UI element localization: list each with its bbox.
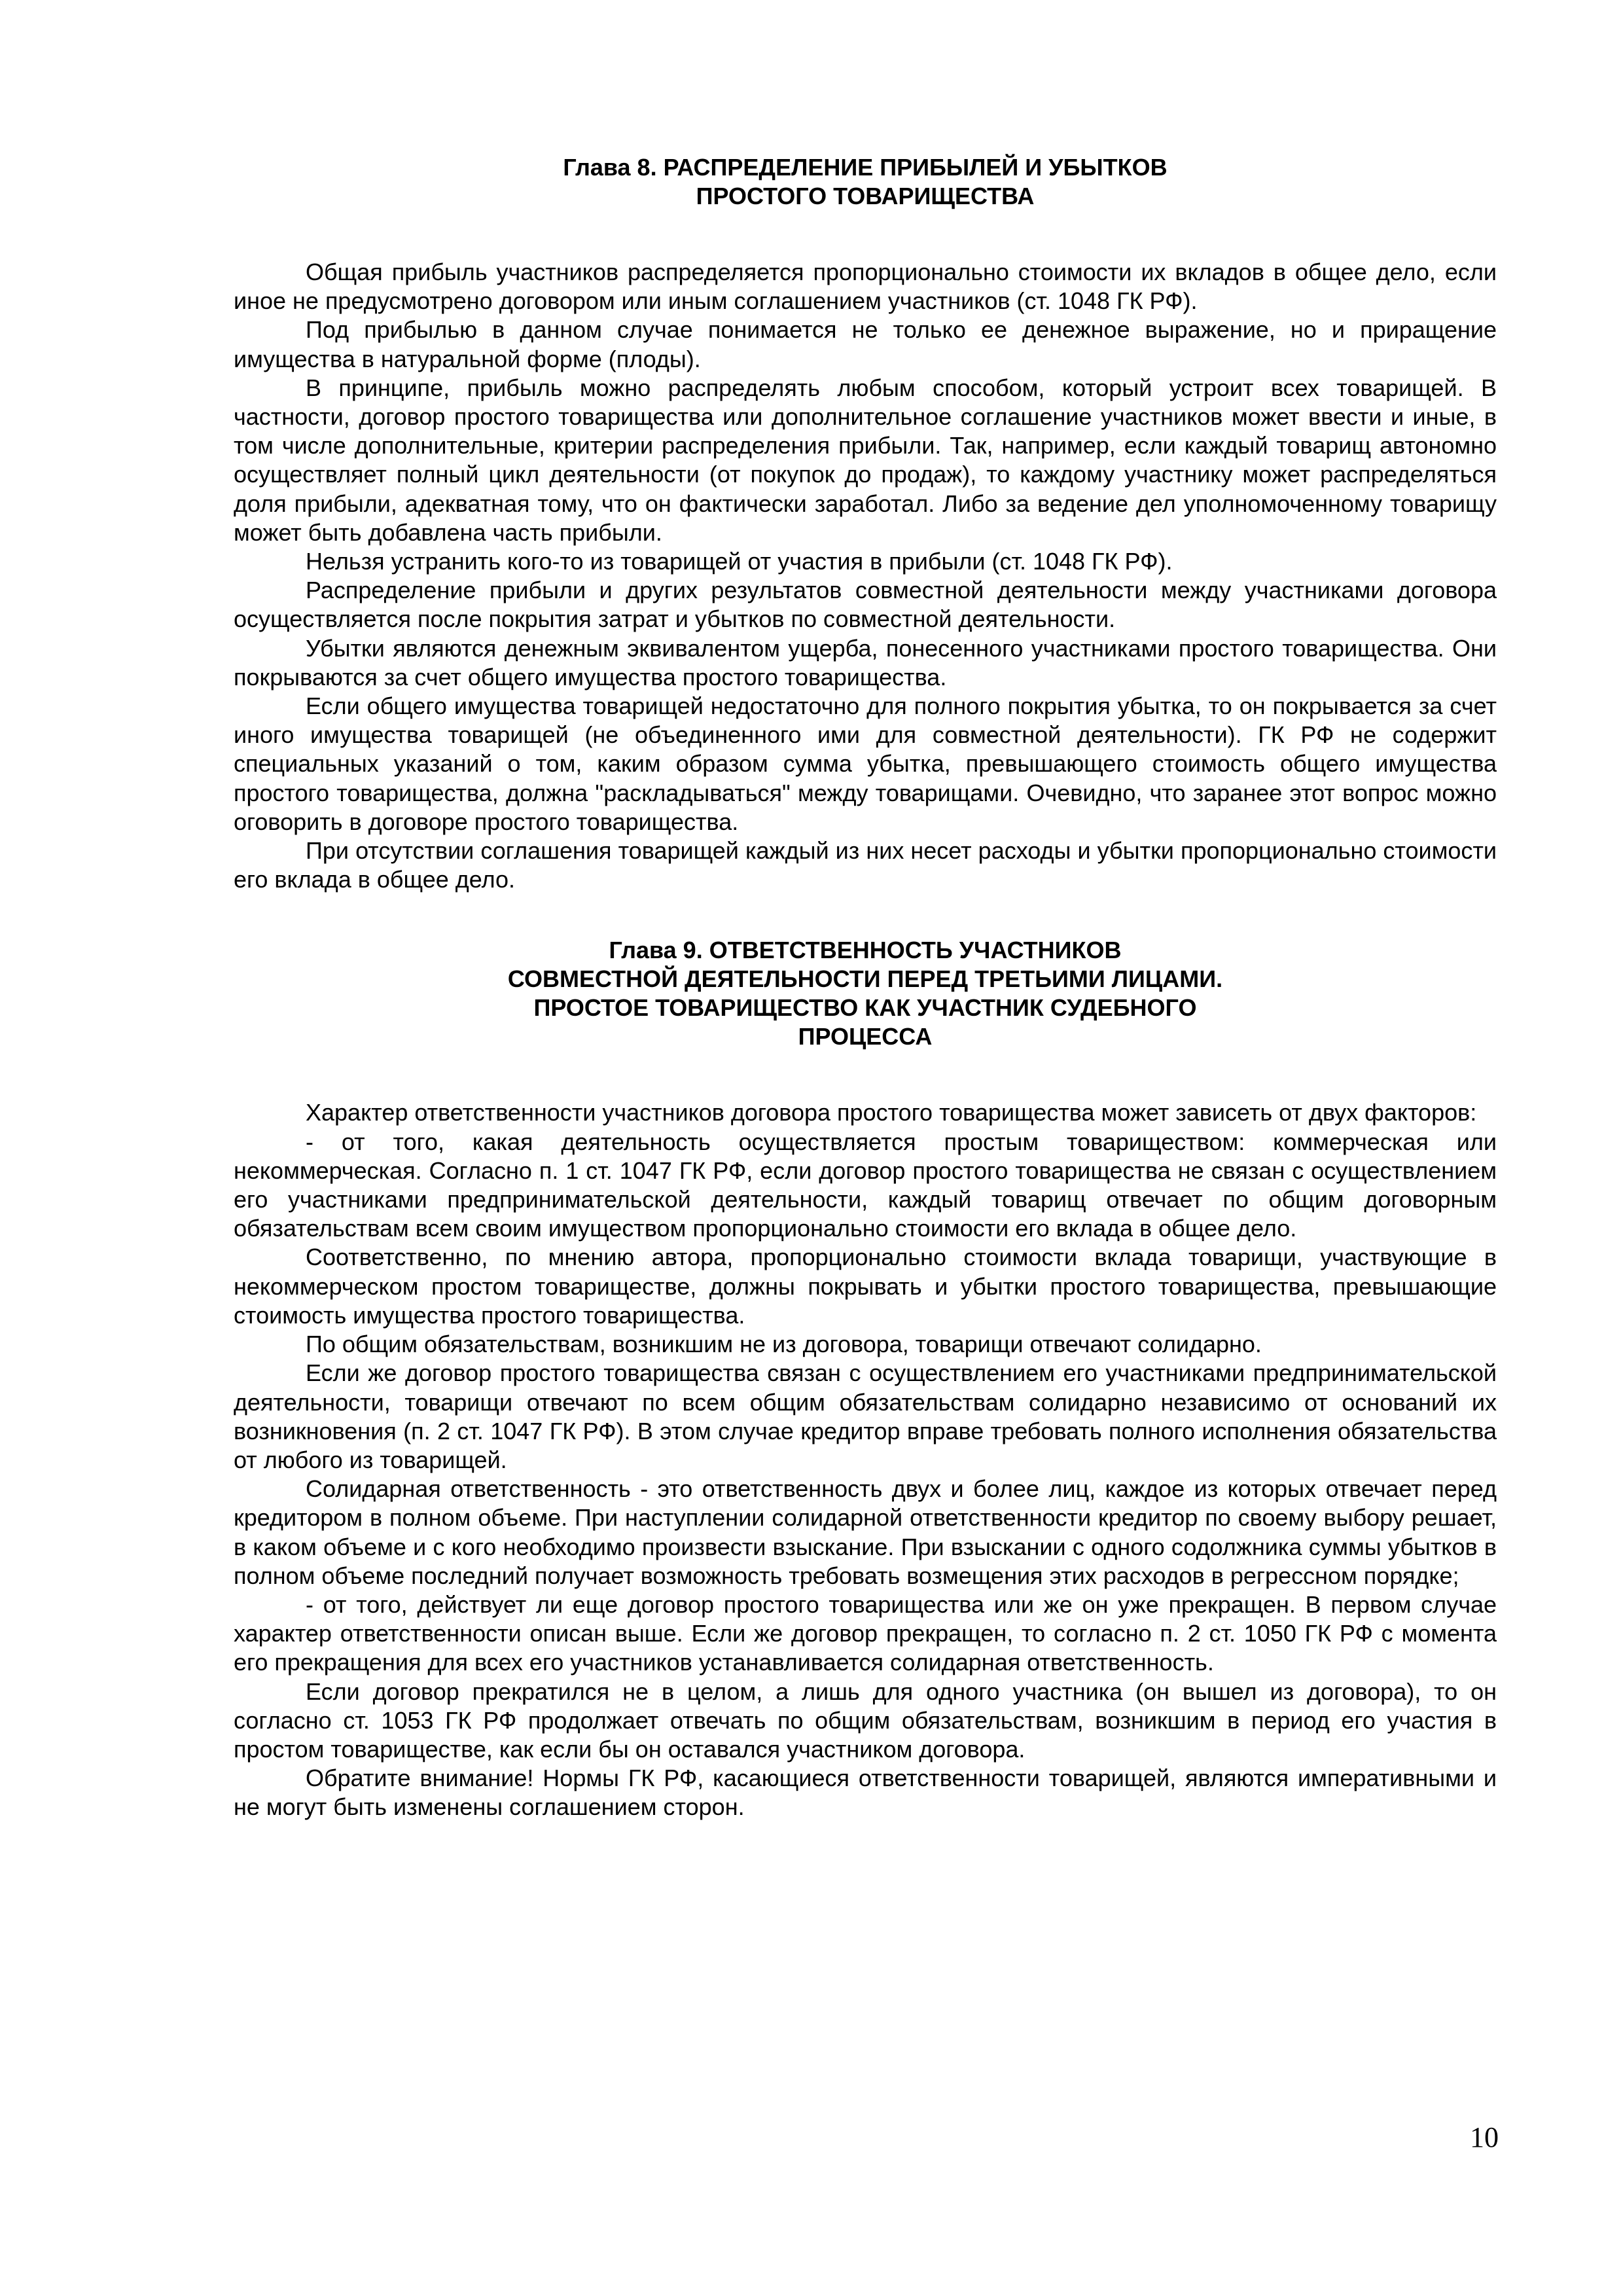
chapter-9-body bbox=[234, 1098, 1497, 1821]
chapter-9-heading-line-4: ПРОЦЕССА bbox=[798, 1023, 933, 1050]
chapter-8-heading bbox=[234, 153, 1497, 211]
chapter-8-paragraph-6: Убытки являются денежным эквивалентом ущерба, понесенного участниками простого товарищества. Они покрываются за счет общего имущества простого товарищества. bbox=[234, 634, 1497, 691]
chapter-9-heading-line-3: ПРОСТОЕ ТОВАРИЩЕСТВО КАК УЧАСТНИК СУДЕБНОГО bbox=[533, 994, 1197, 1022]
chapter-9-heading-line-2: СОВМЕСТНОЙ ДЕЯТЕЛЬНОСТИ ПЕРЕД ТРЕТЬИМИ ЛИЦАМИ. bbox=[507, 965, 1223, 993]
chapter-9-heading bbox=[234, 936, 1497, 1051]
page-number: 10 bbox=[1470, 2121, 1499, 2153]
chapter-8-paragraph-4: Нельзя устранить кого-то из товарищей от участия в прибыли (ст. 1048 ГК РФ). bbox=[306, 548, 1173, 575]
chapter-9-paragraph-5: Если же договор простого товарищества связан с осуществлением его участниками предпринимательской деятельности, товарищи отвечают по всем общим обязательствам солидарно независимо от оснований их возникновения (п. 2 ст. 1047 ГК РФ). В этом случае кредитор вправе требовать полного исполнения обязательства от любого из товарищей. bbox=[234, 1359, 1497, 1473]
chapter-8-heading-line-2: ПРОСТОГО ТОВАРИЩЕСТВА bbox=[696, 183, 1035, 209]
chapter-8-paragraph-8: При отсутствии соглашения товарищей каждый из них несет расходы и убытки пропорционально стоимости его вклада в общее дело. bbox=[234, 837, 1497, 893]
chapter-8-heading-line-1: Глава 8. РАСПРЕДЕЛЕНИЕ ПРИБЫЛЕЙ И УБЫТКОВ bbox=[563, 154, 1168, 181]
chapter-8-paragraph-1: Общая прибыль участников распределяется пропорционально стоимости их вкладов в общее дело, если иное не предусмотрено договором или иным соглашением участников (ст. 1048 ГК РФ). bbox=[234, 259, 1497, 315]
chapter-8-paragraph-3: В принципе, прибыль можно распределять любым способом, который устроит всех товарищей. В частности, договор простого товарищества или дополнительное соглашение участников может ввести и иные, в том числе дополнительные, критерии распределения прибыли. Так, например, если каждый товарищ автономно осуществляет полный цикл деятельности (от покупок до продаж), то каждому участнику может распределяться доля прибыли, адекватная тому, что он фактически заработал. Либо за ведение дел уполномоченному товарищу может быть добавлена часть прибыли. bbox=[234, 374, 1497, 546]
chapter-9-paragraph-1: Характер ответственности участников договора простого товарищества может зависеть от двух факторов: bbox=[306, 1099, 1477, 1126]
chapter-9-paragraph-7: - от того, действует ли еще договор простого товарищества или же он уже прекращен. В первом случае характер ответственности описан выше. Если же договор прекращен, то согласно п. 2 ст. 1050 ГК РФ с момента его прекращения для всех его участников устанавливается солидарная ответственность. bbox=[234, 1590, 1497, 1676]
chapter-9-paragraph-4: По общим обязательствам, возникшим не из договора, товарищи отвечают солидарно. bbox=[306, 1331, 1262, 1358]
chapter-8-paragraph-5: Распределение прибыли и других результатов совместной деятельности между участниками договора осуществляется после покрытия затрат и убытков по совместной деятельности. bbox=[234, 577, 1497, 633]
chapter-9-paragraph-3: Соответственно, по мнению автора, пропорционально стоимости вклада товарищи, участвующие в некоммерческом простом товариществе, должны покрывать и убытки простого товарищества, превышающие стоимость имущества простого товарищества. bbox=[234, 1244, 1497, 1329]
page-content bbox=[234, 153, 1497, 1822]
chapter-9-paragraph-9: Обратите внимание! Нормы ГК РФ, касающиеся ответственности товарищей, являются императивными и не могут быть изменены соглашением сторон. bbox=[234, 1765, 1497, 1821]
chapter-9-paragraph-8: Если договор прекратился не в целом, а лишь для одного участника (он вышел из договора), то он согласно ст. 1053 ГК РФ продолжает отвечать по общим обязательствам, возникшим в период его участия в простом товариществе, как если бы он оставался участником договора. bbox=[234, 1677, 1497, 1763]
chapter-9-heading-line-1: Глава 9. ОТВЕТСТВЕННОСТЬ УЧАСТНИКОВ bbox=[609, 937, 1122, 964]
chapter-8-paragraph-7: Если общего имущества товарищей недостаточно для полного покрытия убытка, то он покрывается за счет иного имущества товарищей (не объединенного ими для совместной деятельности). ГК РФ не содержит специальных указаний о том, каким образом сумма убытка, превышающего стоимость общего имущества простого товарищества, должна "раскладываться" между товарищами. Очевидно, что заранее этот вопрос можно оговорить в договоре простого товарищества. bbox=[234, 692, 1497, 835]
chapter-9-paragraph-6: Солидарная ответственность - это ответственность двух и более лиц, каждое из которых отвечает перед кредитором в полном объеме. При наступлении солидарной ответственности кредитор по своему выбору решает, в каком объеме и с кого необходимо произвести взыскание. При взыскании с одного содолжника суммы убытков в полном объеме последний получает возможность требовать возмещения этих расходов в регрессном порядке; bbox=[234, 1475, 1497, 1589]
chapter-8-paragraph-2: Под прибылью в данном случае понимается не только ее денежное выражение, но и приращение имущества в натуральной форме (плоды). bbox=[234, 316, 1497, 372]
chapter-9-paragraph-2: - от того, какая деятельность осуществляется простым товариществом: коммерческая или некоммерческая. Согласно п. 1 ст. 1047 ГК РФ, если договор простого товарищества не связан с осуществлением его участниками предпринимательской деятельности, каждый товарищ отвечает по общим договорным обязательствам всем своим имуществом пропорционально стоимости его вклада в общее дело. bbox=[234, 1128, 1497, 1242]
chapter-8-body bbox=[234, 258, 1497, 894]
